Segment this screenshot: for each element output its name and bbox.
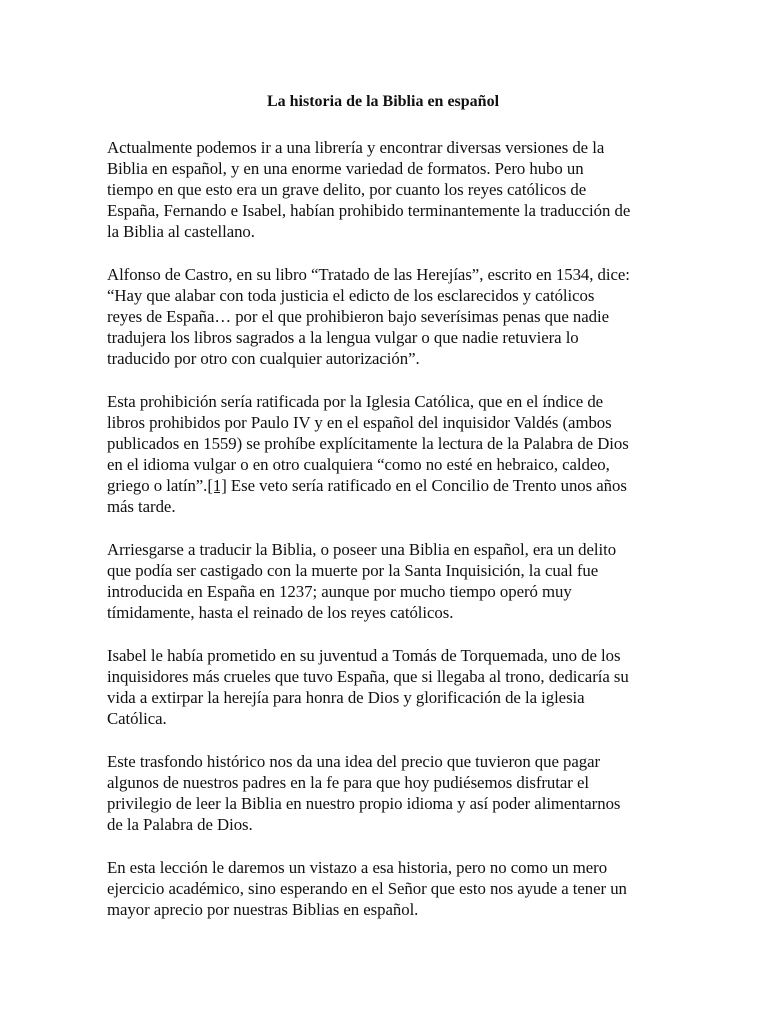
text-line: Esta prohibición sería ratificada por la Iglesia Católica, que en el índice de [107,392,604,411]
text-line: “Hay que alabar con toda justicia el edicto de los esclarecidos y católicos [107,286,595,305]
text-line: introducida en España en 1237; aunque por mucho tiempo operó muy [107,582,572,601]
text-line: tímidamente, hasta el reinado de los reyes católicos. [107,603,454,622]
text-line: más tarde. [107,497,176,516]
text-segment: Ese veto sería ratificado en el Concilio de Trento unos años [226,476,627,495]
text-line: vida a extirpar la herejía para honra de Dios y glorificación de la iglesia [107,688,585,707]
text-line-with-footnote [107,475,667,496]
text-line: que podía ser castigado con la muerte por la Santa Inquisición, la cual fue [107,561,599,580]
text-line: Alfonso de Castro, en su libro “Tratado de las Herejías”, escrito en 1534, dice: [107,265,630,284]
document-page [107,91,667,942]
text-line: Actualmente podemos ir a una librería y encontrar diversas versiones de la [107,138,605,157]
text-line: ejercicio académico, sino esperando en el Señor que esto nos ayude a tener un [107,879,627,898]
text-line: la Biblia al castellano. [107,222,255,241]
text-line: Arriesgarse a traducir la Biblia, o poseer una Biblia en español, era un delito [107,540,617,559]
text-line: algunos de nuestros padres en la fe para que hoy pudiésemos disfrutar el [107,773,589,792]
text-line: en el idioma vulgar o en otro cualquiera “como no esté en hebraico, caldeo, [107,455,610,474]
text-line: España, Fernando e Isabel, habían prohibido terminantemente la traducción de [107,201,631,220]
text-line: publicados en 1559) se prohíbe explícitamente la lectura de la Palabra de Dios [107,434,629,453]
text-line: de la Palabra de Dios. [107,815,253,834]
footnote-link[interactable]: [1] [207,476,227,495]
text-line: reyes de España… por el que prohibieron bajo severísimas penas que nadie [107,307,610,326]
text-segment: griego o latín”. [107,476,208,495]
text-line: Biblia en español, y en una enorme variedad de formatos. Pero hubo un [107,159,584,178]
text-line: traducido por otro con cualquier autorización”. [107,349,420,368]
paragraph-1 [107,137,667,242]
paragraph-2 [107,264,667,369]
text-line: inquisidores más crueles que tuvo España, que si llegaba al trono, dedicaría su [107,667,629,686]
paragraph-7 [107,857,667,920]
text-line: tiempo en que esto era un grave delito, por cuanto los reyes católicos de [107,180,587,199]
text-line: libros prohibidos por Paulo IV y en el español del inquisidor Valdés (ambos [107,413,612,432]
paragraph-5 [107,645,667,729]
text-line: Isabel le había prometido en su juventud a Tomás de Torquemada, uno de los [107,646,621,665]
text-line: privilegio de leer la Biblia en nuestro propio idioma y así poder alimentarnos [107,794,621,813]
paragraph-3 [107,391,667,517]
paragraph-4 [107,539,667,623]
text-line: Este trasfondo histórico nos da una idea del precio que tuvieron que pagar [107,752,601,771]
document-title: La historia de la Biblia en español [266,93,500,110]
text-line: mayor aprecio por nuestras Biblias en español. [107,900,419,919]
text-line: tradujera los libros sagrados a la lengua vulgar o que nadie retuviera lo [107,328,579,347]
text-line: Católica. [107,709,167,728]
paragraph-6 [107,751,667,835]
text-line: En esta lección le daremos un vistazo a esa historia, pero no como un mero [107,858,608,877]
